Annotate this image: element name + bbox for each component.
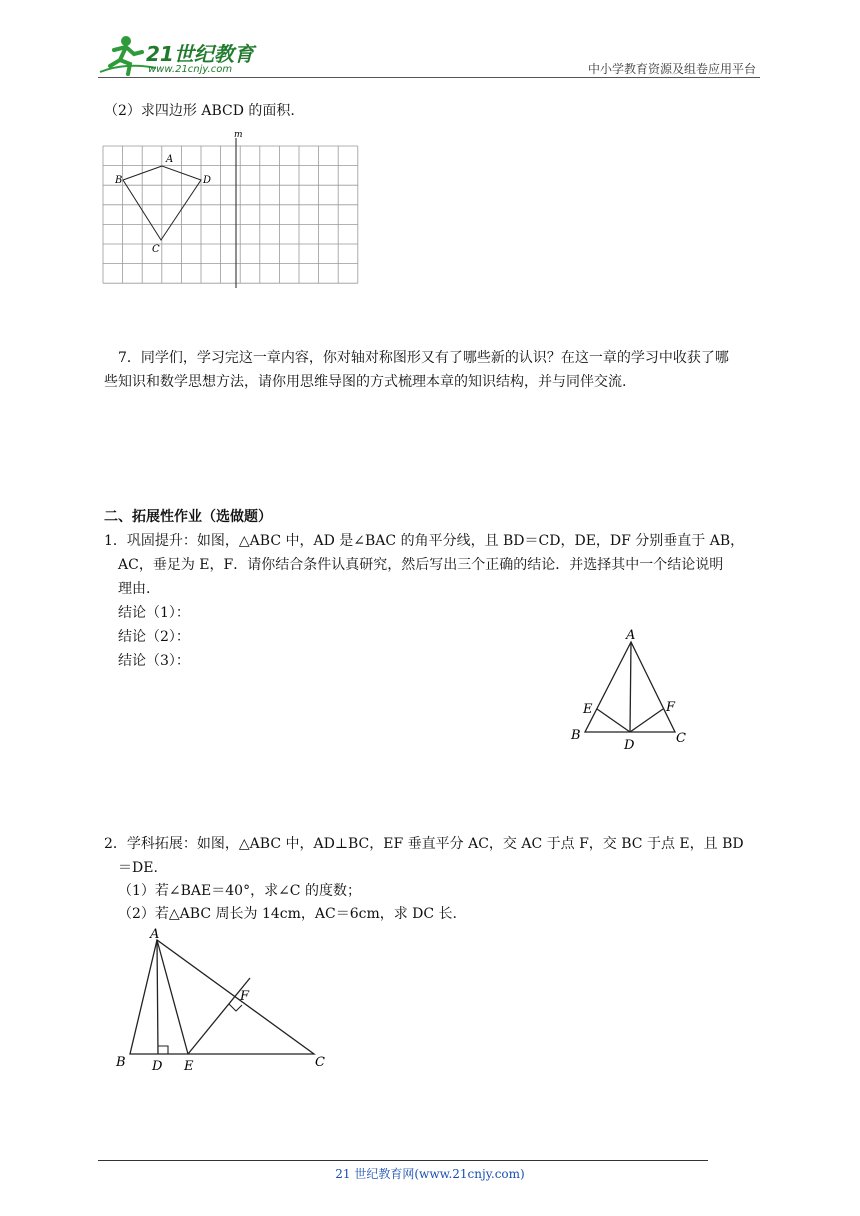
p2-sub1: （1）若∠BAE＝40°，求∠C 的度数； <box>118 883 361 899</box>
segment-df <box>630 709 663 732</box>
p2-label-e: E <box>184 1059 194 1074</box>
q6-part2-text: （2）求四边形 ABCD 的面积. <box>104 103 295 119</box>
p1-line1: 1．巩固提升：如图，△ABC 中，AD 是∠BAC 的角平分线，且 BD＝CD，DE，DF 分别垂直于 AB， <box>104 533 745 549</box>
segment-ad <box>630 642 631 732</box>
p1-conclusion2: 结论（2）： <box>118 629 190 645</box>
segment-ad-2 <box>157 940 158 1054</box>
p1-label-b: B <box>571 728 581 743</box>
grid-label-b: B <box>115 175 123 186</box>
p2-label-a: A <box>150 927 160 942</box>
grid-label-c: C <box>152 244 160 255</box>
header-platform-text: 中小学教育资源及组卷应用平台 <box>587 62 756 76</box>
p1-label-f: F <box>666 700 676 715</box>
p2-line1: 2．学科拓展：如图，△ABC 中，AD⊥BC，EF 垂直平分 AC，交 AC 于点 F，交 BC 于点 E，且 BD <box>104 836 744 852</box>
p1-label-d: D <box>624 738 635 753</box>
footer-text: 21 世纪教育网(www.21cnjy.com) <box>335 1167 525 1181</box>
p2-line2: ＝DE. <box>118 860 158 876</box>
q7-line2: 些知识和数学思想方法，请你用思维导图的方式梳理本章的知识结构，并与同伴交流. <box>104 374 627 390</box>
p2-label-c: C <box>315 1055 325 1070</box>
p2-label-f: F <box>240 989 250 1004</box>
right-angle-f <box>229 1004 242 1011</box>
right-angle-d <box>158 1046 168 1054</box>
grid-figure <box>100 128 370 297</box>
q7-line1: 7．同学们，学习完这一章内容，你对轴对称图形又有了哪些新的认识？在这一章的学习中收获了哪 <box>118 350 729 366</box>
logo-text: 21世纪教育 <box>146 42 254 66</box>
section2-title: 二、拓展性作业（选做题） <box>104 509 272 525</box>
footer-divider <box>98 1160 708 1161</box>
p1-label-a: A <box>626 628 636 643</box>
logo-url: www.21cnjy.com <box>148 64 233 75</box>
grid-label-a: A <box>166 154 174 165</box>
p2-label-b: B <box>116 1055 126 1070</box>
grid-label-d: D <box>203 175 212 186</box>
p1-line2: AC，垂足为 E，F．请你结合条件认真研究，然后写出三个正确的结论．并选择其中一个结论说明 <box>118 557 724 573</box>
p1-conclusion3: 结论（3）： <box>118 653 190 669</box>
p2-triangle-figure <box>112 920 342 1079</box>
segment-de <box>597 709 630 732</box>
axis-m-label: m <box>234 130 243 140</box>
p1-conclusion1: 结论（1）： <box>118 605 190 621</box>
header-logo <box>96 32 261 78</box>
p1-label-e: E <box>583 702 593 717</box>
p2-label-d: D <box>152 1059 163 1074</box>
segment-ae <box>157 940 188 1054</box>
p1-line3: 理由. <box>118 581 151 597</box>
p1-triangle-figure <box>565 625 695 759</box>
header-divider <box>98 77 760 78</box>
p2-sub2: （2）若△ABC 周长为 14cm，AC＝6cm，求 DC 长. <box>118 906 458 922</box>
p1-label-c: C <box>676 731 686 746</box>
